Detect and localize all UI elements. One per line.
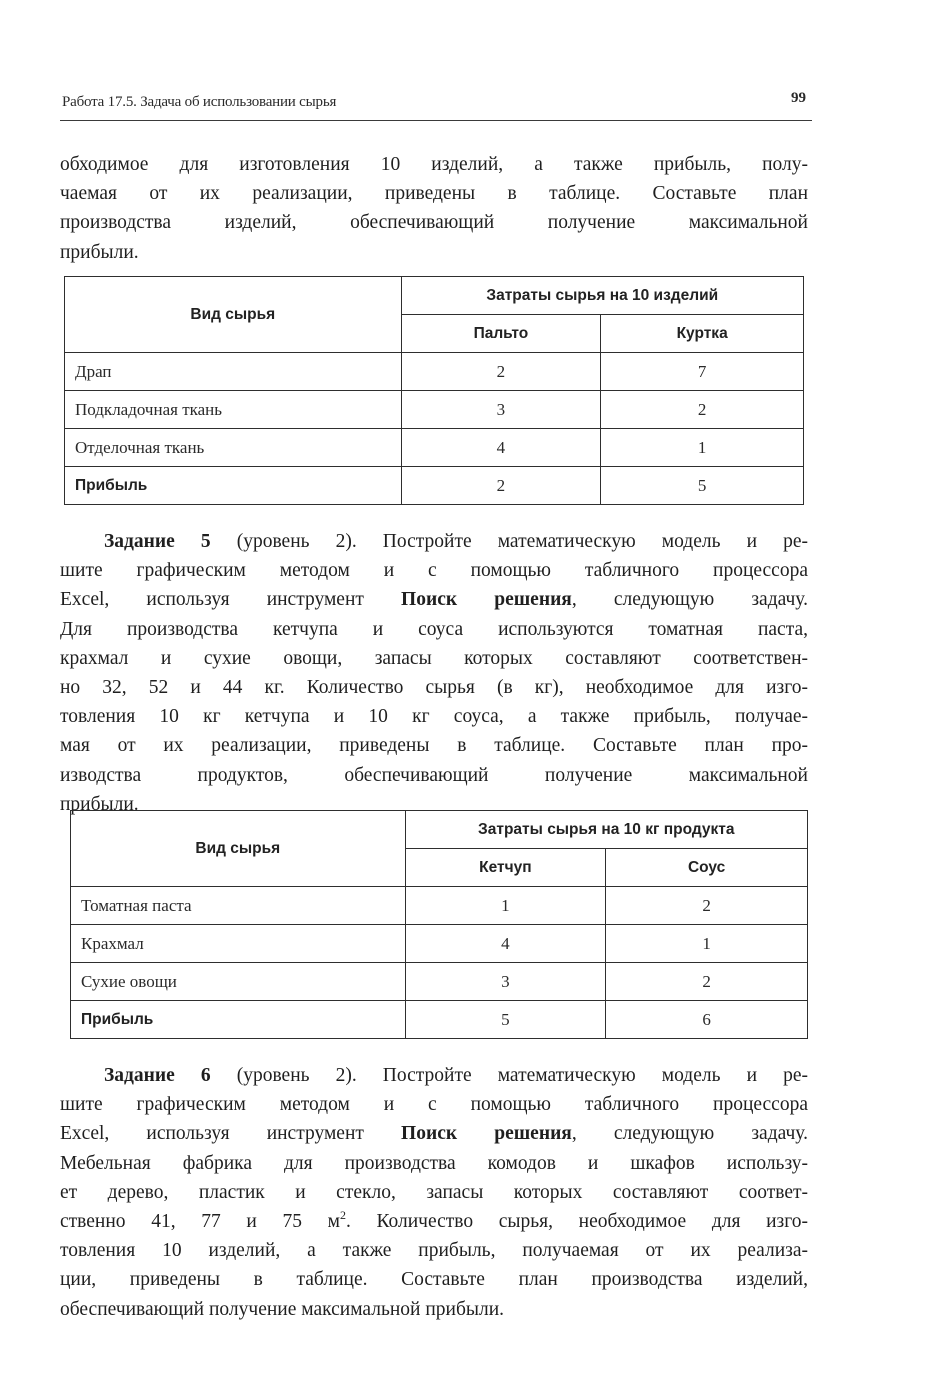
task-level: (уровень 2). Постройте математическую модель и ре- xyxy=(210,1065,808,1086)
cell-value: 2 xyxy=(401,467,601,505)
task-label: Задание 5 xyxy=(104,531,211,552)
cell-value: 2 xyxy=(606,887,808,925)
table-row xyxy=(71,887,808,925)
row-label: Томатная паста xyxy=(71,887,406,925)
task-5-paragraph xyxy=(60,527,808,819)
column-header: Куртка xyxy=(601,315,804,353)
materials-table-food xyxy=(70,810,808,1039)
text-line: крахмал и сухие овощи, запасы которых составляют соответствен- xyxy=(60,647,808,669)
column-header: Соус xyxy=(606,849,808,887)
intro-paragraph xyxy=(60,150,808,267)
header-material: Вид сырья xyxy=(65,277,402,353)
text-line: товления 10 кг кетчупа и 10 кг соуса, а также прибыль, получае- xyxy=(60,706,808,728)
text-line xyxy=(60,1061,808,1090)
text-fragment: Excel, используя инструмент xyxy=(60,589,402,611)
row-label: Прибыль xyxy=(65,467,402,505)
table-row xyxy=(71,963,808,1001)
tool-name: Поиск решения xyxy=(401,589,572,611)
text-line: Мебельная фабрика для производства комодов и шкафов использу- xyxy=(60,1152,808,1174)
text-line xyxy=(60,1207,808,1236)
table-row xyxy=(65,391,804,429)
header-group: Затраты сырья на 10 изделий xyxy=(401,277,803,315)
task-6-paragraph xyxy=(60,1061,808,1324)
cell-value: 1 xyxy=(405,887,606,925)
task-label: Задание 6 xyxy=(104,1065,211,1086)
cell-value: 3 xyxy=(401,391,601,429)
text-line: прибыли. xyxy=(60,793,139,815)
row-label: Сухие овощи xyxy=(71,963,406,1001)
table-row xyxy=(65,353,804,391)
text-line: обеспечивающий получение максимальной прибыли. xyxy=(60,1298,505,1320)
cell-value: 2 xyxy=(601,391,804,429)
text-line xyxy=(60,527,808,556)
cell-value: 4 xyxy=(405,925,606,963)
row-label: Отделочная ткань xyxy=(65,429,402,467)
text-fragment: , следующую задачу. xyxy=(571,1123,808,1145)
text-line: но 32, 52 и 44 кг. Количество сырья (в кг), необходимое для изго- xyxy=(60,677,808,699)
row-label: Крахмал xyxy=(71,925,406,963)
task-level: (уровень 2). Постройте математическую модель и ре- xyxy=(210,531,808,552)
cell-value: 5 xyxy=(405,1001,606,1039)
table-row-profit xyxy=(65,467,804,505)
table-row xyxy=(71,925,808,963)
cell-value: 1 xyxy=(606,925,808,963)
text-line: товления 10 изделий, а также прибыль, получаемая от их реализа- xyxy=(60,1240,808,1262)
cell-value: 6 xyxy=(606,1001,808,1039)
cell-value: 1 xyxy=(601,429,804,467)
text-fragment: , следующую задачу. xyxy=(571,589,808,611)
cell-value: 5 xyxy=(601,467,804,505)
text-line xyxy=(60,585,808,614)
header-material: Вид сырья xyxy=(71,811,406,887)
text-line: производства изделий, обеспечивающий получение максимальной xyxy=(60,212,808,234)
cell-value: 3 xyxy=(405,963,606,1001)
row-label: Прибыль xyxy=(71,1001,406,1039)
cell-value: 2 xyxy=(401,353,601,391)
text-line: шите графическим методом и с помощью табличного процессора xyxy=(60,560,808,582)
text-line: изводства продуктов, обеспечивающий получение максимальной xyxy=(60,764,808,786)
column-header: Кетчуп xyxy=(405,849,606,887)
text-line: ет дерево, пластик и стекло, запасы которых составляют соответ- xyxy=(60,1181,808,1203)
superscript: 2 xyxy=(339,1208,346,1223)
column-header: Пальто xyxy=(401,315,601,353)
text-line: Для производства кетчупа и соуса используются томатная паста, xyxy=(60,618,808,640)
text-line: ции, приведены в таблице. Составьте план производства изделий, xyxy=(60,1269,808,1291)
text-line: обходимое для изготовления 10 изделий, а также прибыль, полу- xyxy=(60,154,808,175)
running-title: Работа 17.5. Задача об использовании сырья xyxy=(62,94,337,110)
cell-value: 7 xyxy=(601,353,804,391)
text-line: прибыли. xyxy=(60,241,139,263)
table-row xyxy=(65,429,804,467)
table-row-profit xyxy=(71,1001,808,1039)
text-fragment: Excel, используя инструмент xyxy=(60,1123,402,1145)
row-label: Подкладочная ткань xyxy=(65,391,402,429)
tool-name: Поиск решения xyxy=(401,1123,572,1145)
row-label: Драп xyxy=(65,353,402,391)
materials-table-clothing xyxy=(64,276,804,505)
cell-value: 4 xyxy=(401,429,601,467)
header-group: Затраты сырья на 10 кг продукта xyxy=(405,811,807,849)
text-fragment: . Количество сырья, необходимое для изго- xyxy=(345,1211,808,1233)
text-line: чаемая от их реализации, приведены в таблице. Составьте план xyxy=(60,183,808,205)
page-header xyxy=(60,90,812,121)
text-line xyxy=(60,1119,808,1148)
text-line: мая от их реализации, приведены в таблице. Составьте план про- xyxy=(60,735,808,757)
page-number: 99 xyxy=(791,90,806,106)
text-line: шите графическим методом и с помощью табличного процессора xyxy=(60,1094,808,1116)
cell-value: 2 xyxy=(606,963,808,1001)
text-fragment: ственно 41, 77 и 75 м xyxy=(60,1211,340,1233)
